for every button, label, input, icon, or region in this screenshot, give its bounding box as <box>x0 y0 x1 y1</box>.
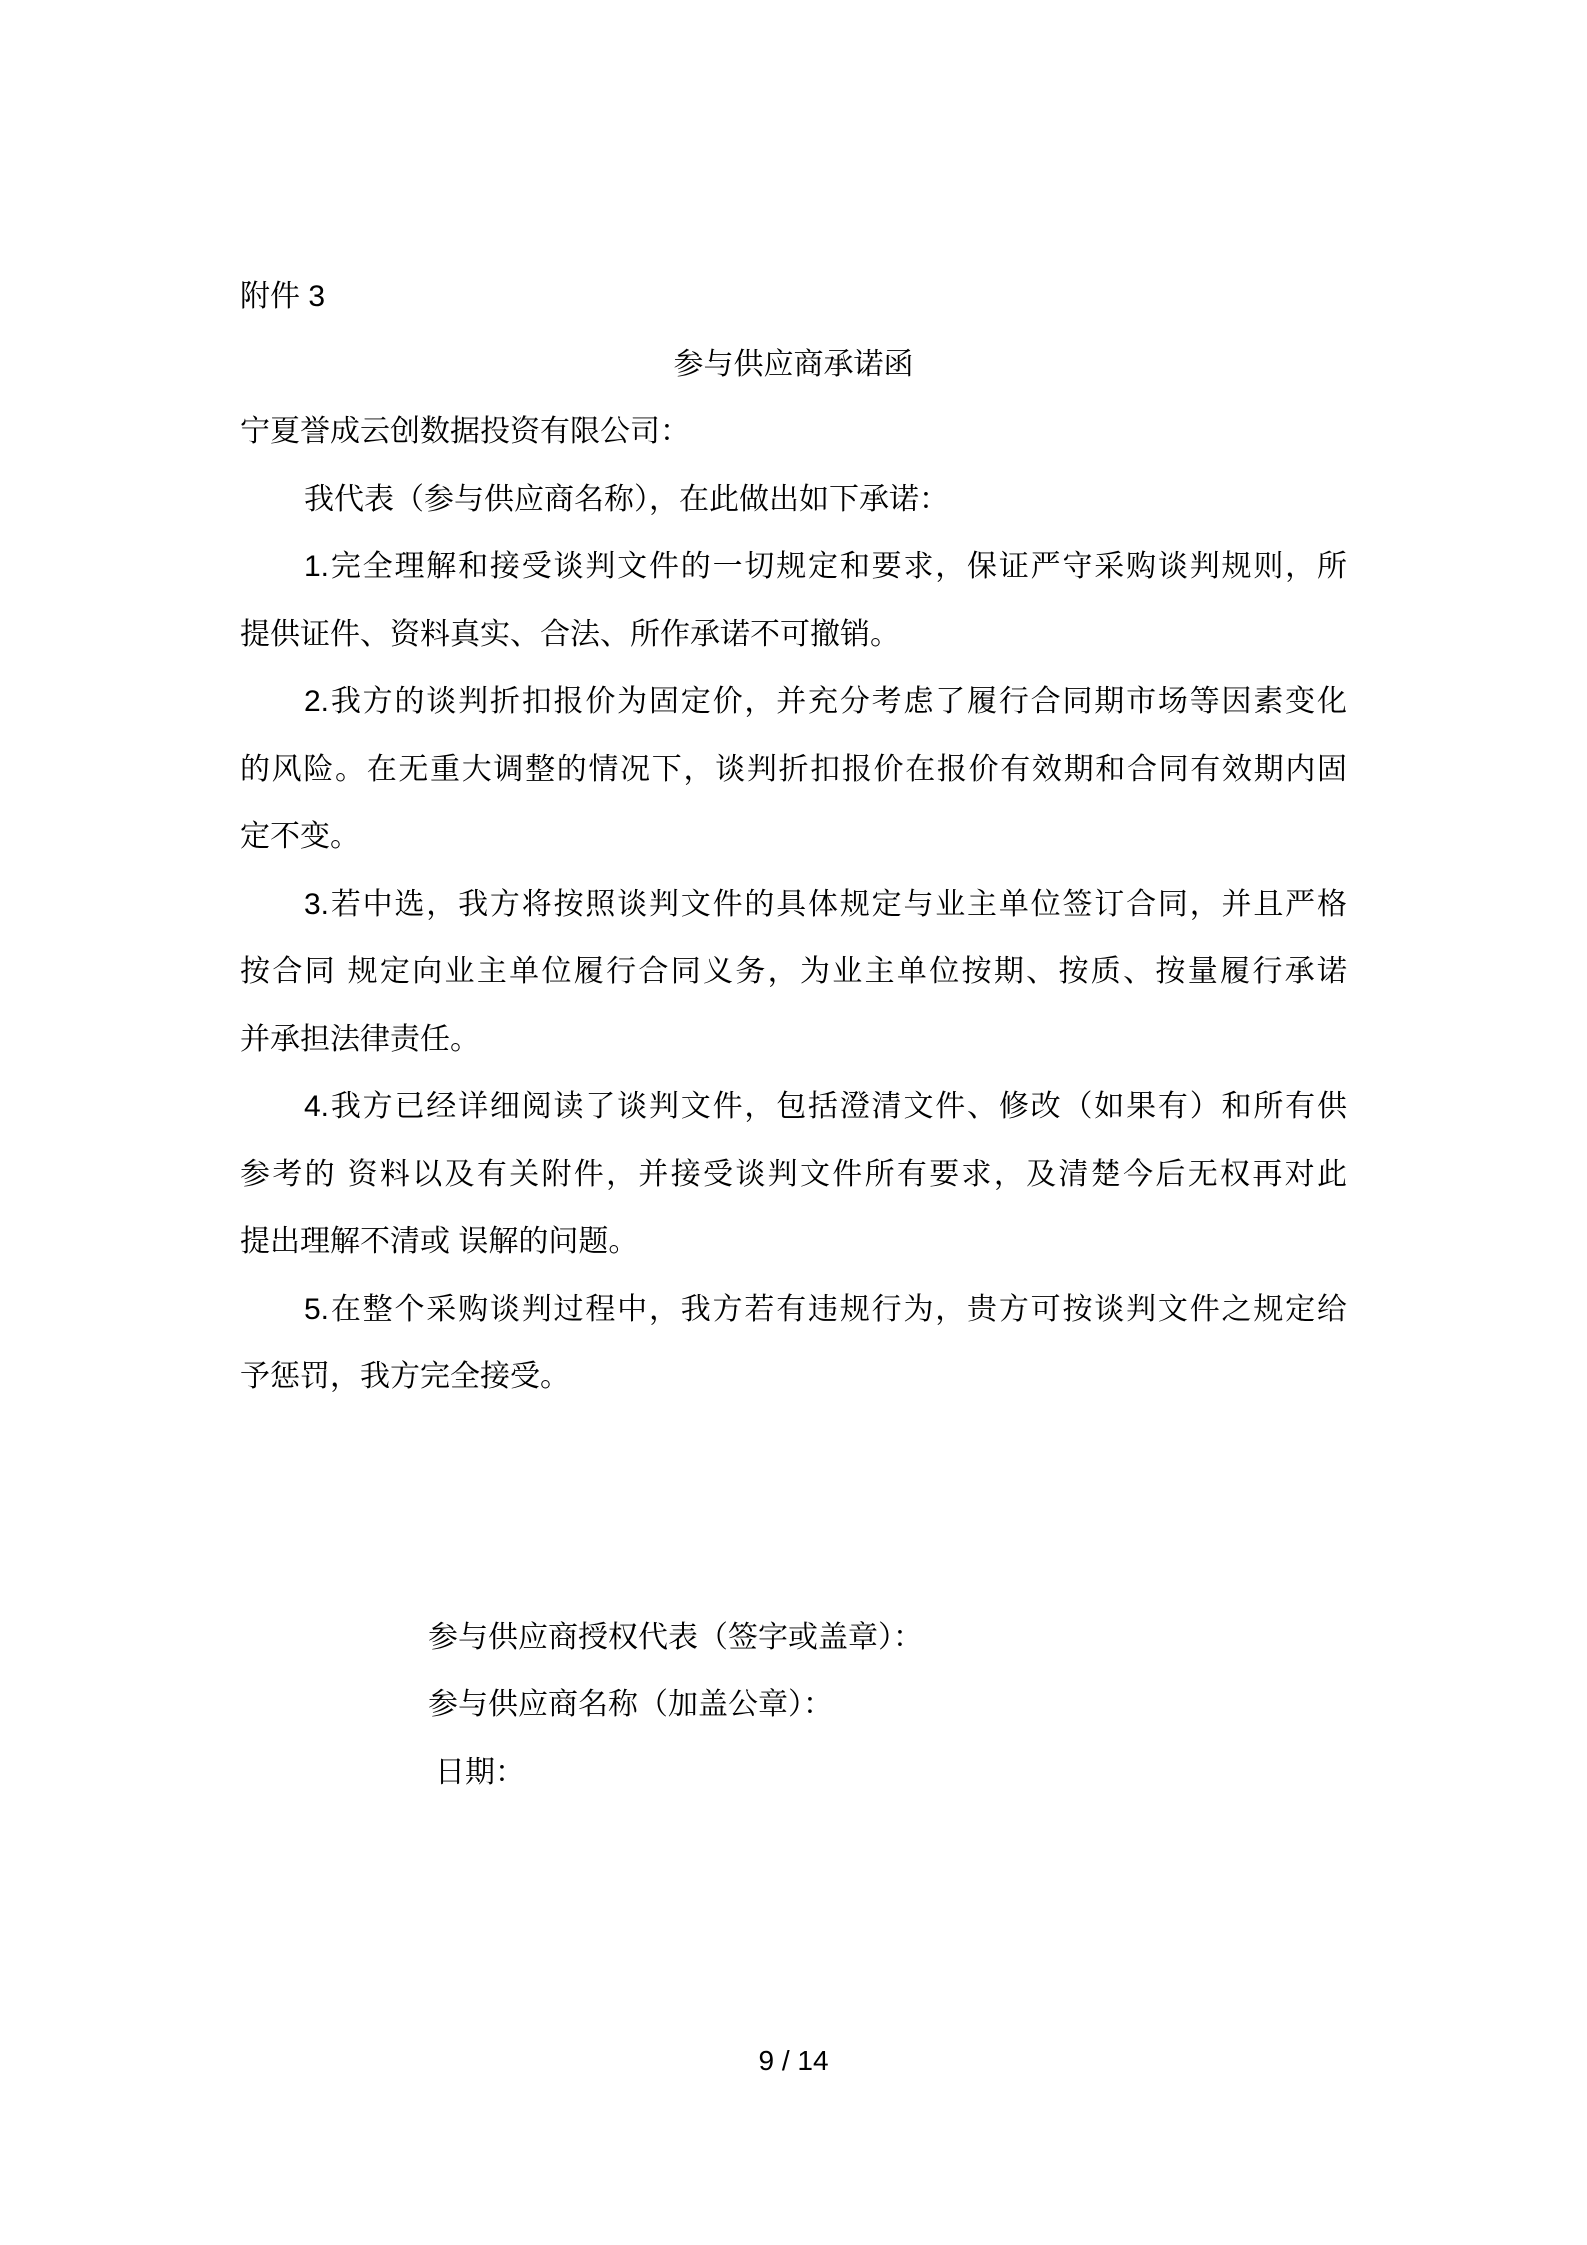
clause-3-line-1: 3.若中选，我方将按照谈判文件的具体规定与业主单位签订合同，并且严格 <box>304 887 1347 921</box>
clause-5-line-2: 予惩罚，我方完全接受。 <box>240 1360 570 1393</box>
clause-1-line-1: 1.完全理解和接受谈判文件的一切规定和要求，保证严守采购谈判规则，所 <box>304 550 1347 583</box>
clause-1-line-2: 提供证件、资料真实、合法、所作承诺不可撤销。 <box>240 617 900 651</box>
attachment-label: 附件 3 <box>240 280 326 313</box>
page-number: 9 / 14 <box>758 2045 829 2076</box>
blank-space <box>240 1411 1347 1604</box>
clause-2-line-1: 2.我方的谈判折扣报价为固定价，并充分考虑了履行合同期市场等因素变化 <box>304 685 1347 718</box>
document-body <box>240 263 1347 1806</box>
clause-5-line-1: 5.在整个采购谈判过程中，我方若有违规行为，贵方可按谈判文件之规定给 <box>304 1292 1347 1326</box>
document-title: 参与供应商承诺函 <box>673 347 914 381</box>
clause-4-line-3: 提出理解不清或 误解的问题。 <box>240 1225 639 1258</box>
clause-3-line-3: 并承担法律责任。 <box>240 1022 480 1056</box>
addressee-line: 宁夏誉成云创数据投资有限公司： <box>240 415 690 448</box>
signature-date-line: 日期： <box>435 1755 525 1789</box>
clause-2-line-3: 定不变。 <box>240 820 360 853</box>
clause-2-line-2: 的风险。在无重大调整的情况下，谈判折扣报价在报价有效期和合同有效期内固 <box>240 752 1347 786</box>
clause-4-line-1: 4.我方已经详细阅读了谈判文件，包括澄清文件、修改（如果有）和所有供 <box>304 1090 1347 1123</box>
clause-4-line-2: 参考的 资料以及有关附件，并接受谈判文件所有要求，及清楚今后无权再对此 <box>240 1157 1347 1191</box>
clause-3-line-2: 按合同 规定向业主单位履行合同义务，为业主单位按期、按质、按量履行承诺 <box>240 955 1347 988</box>
intro-line: 我代表（参与供应商名称），在此做出如下承诺： <box>304 482 949 516</box>
signature-supplier-name-line: 参与供应商名称（加盖公章）： <box>428 1688 833 1721</box>
signature-authorized-rep-line: 参与供应商授权代表（签字或盖章）： <box>428 1620 923 1654</box>
